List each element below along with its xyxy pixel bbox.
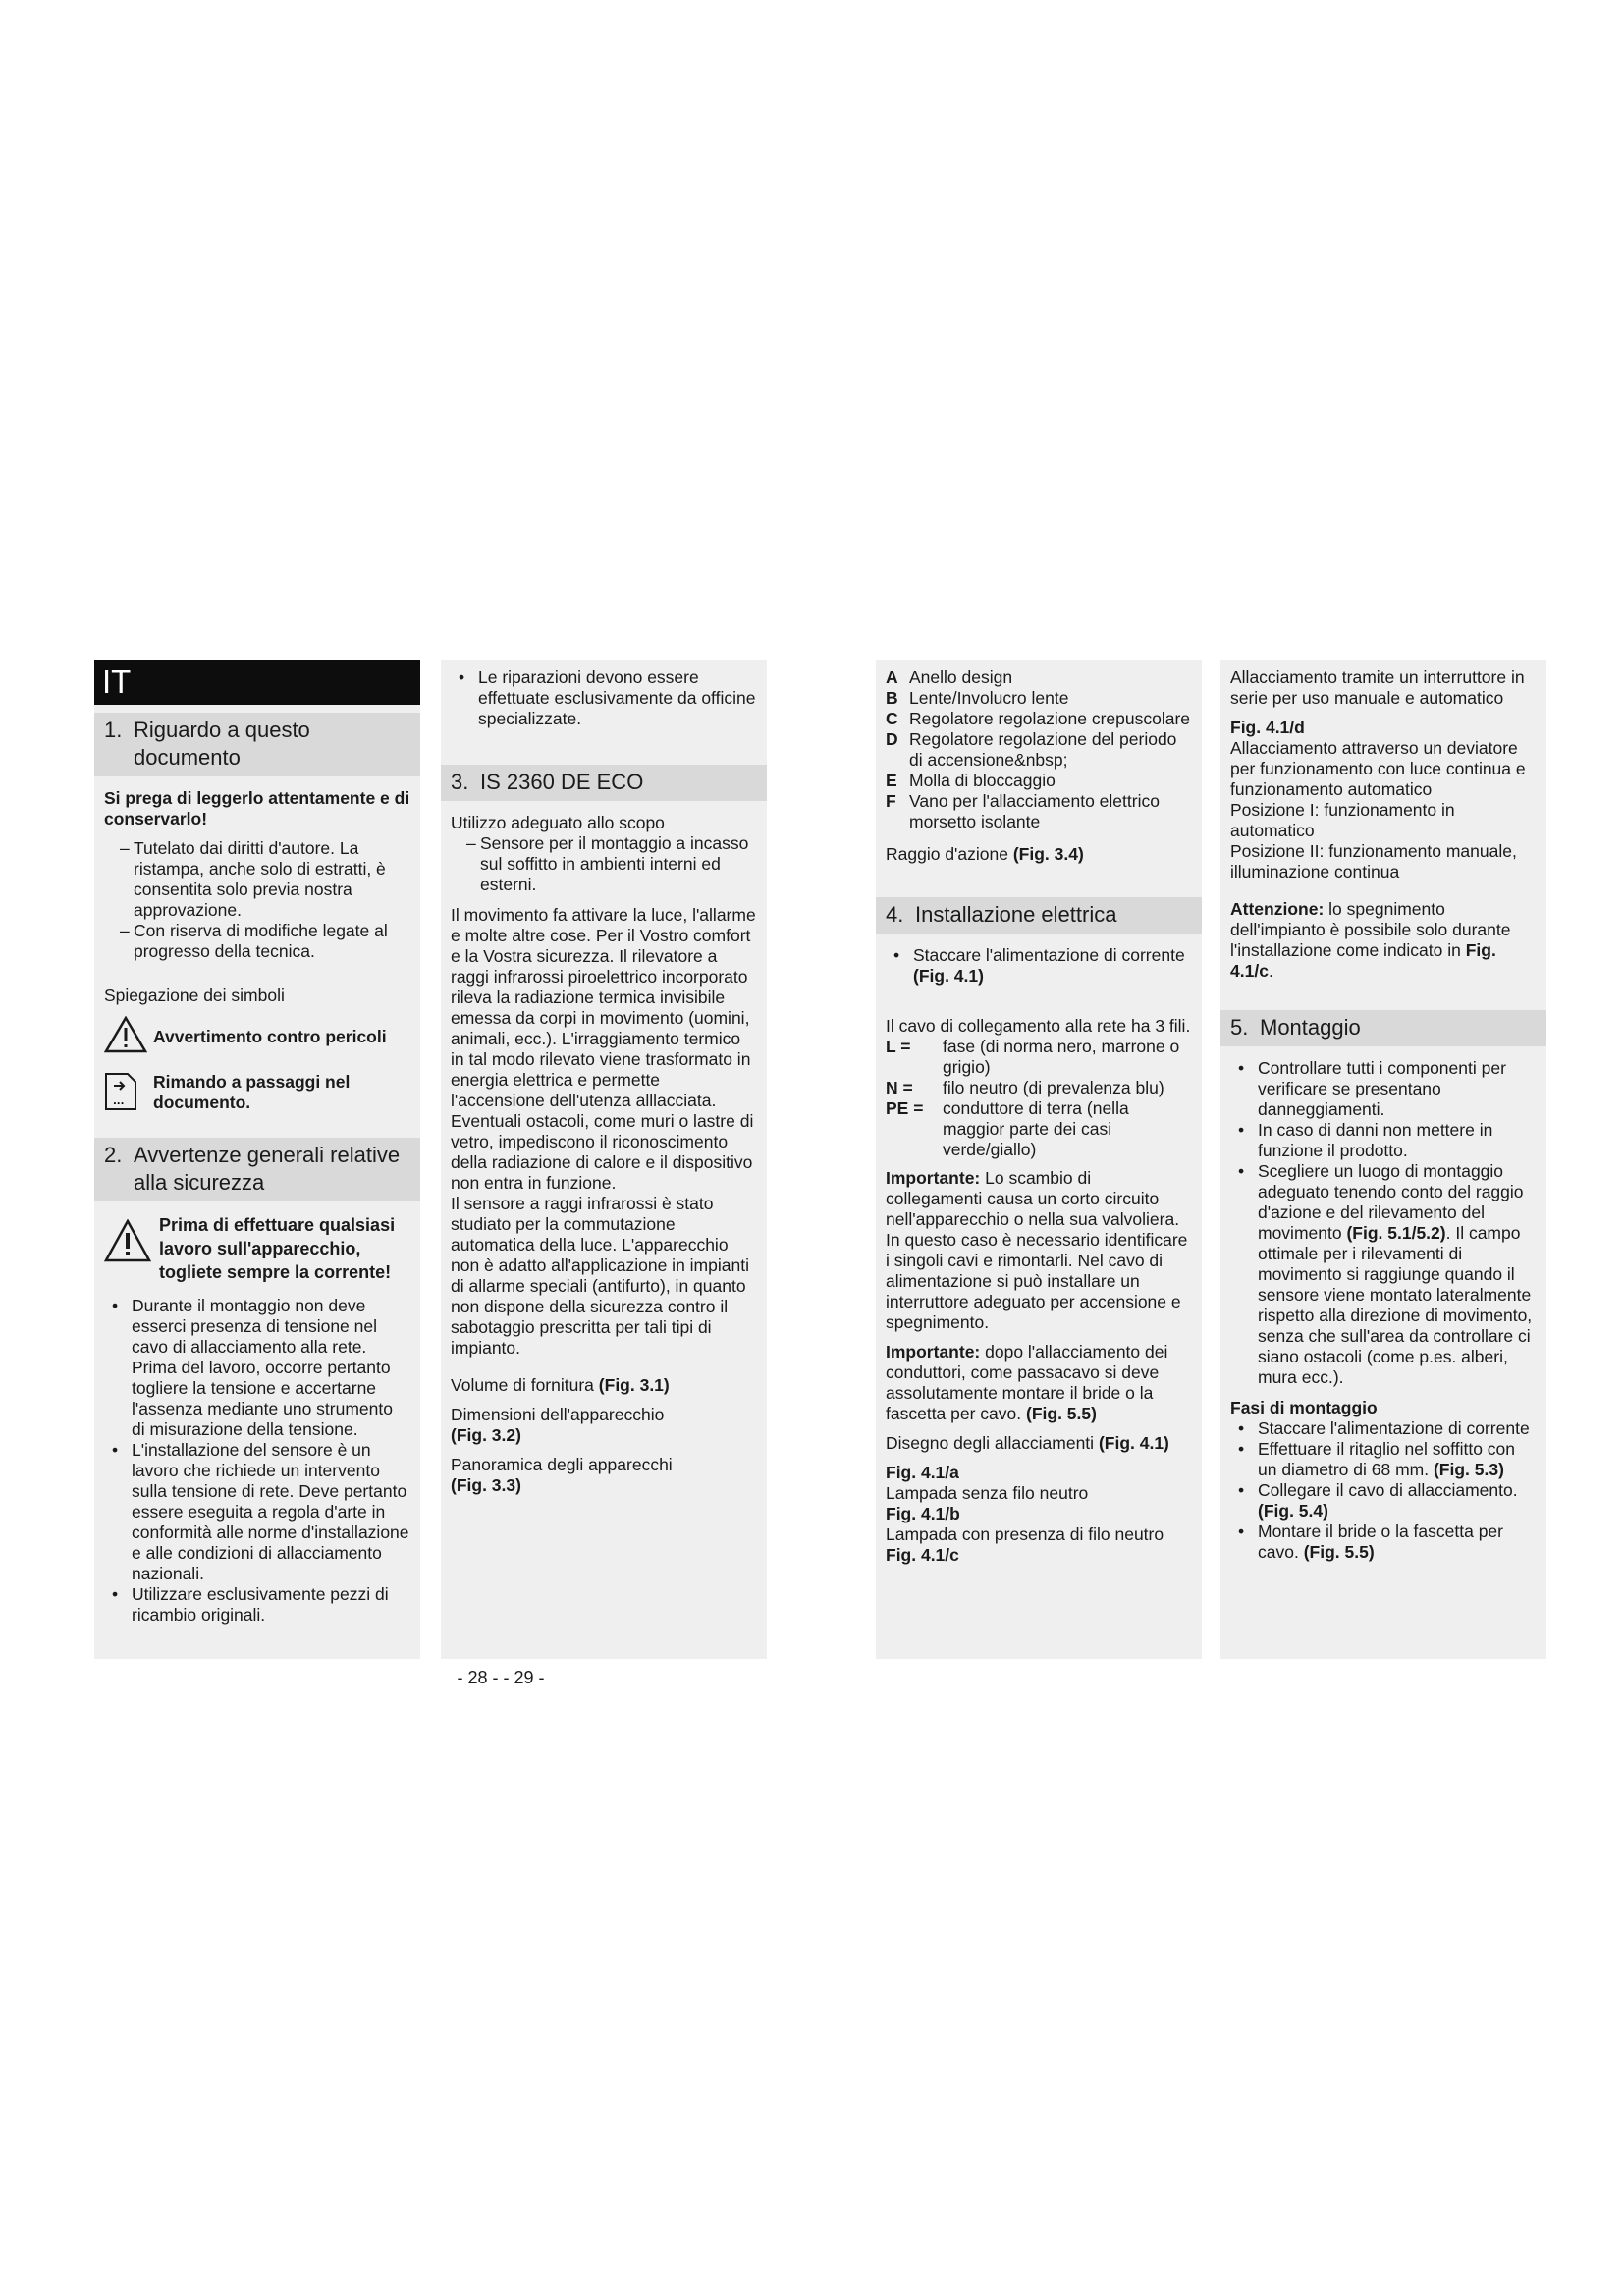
repair-bullet	[451, 667, 757, 729]
symbol-warning-row: Avvertimento contro pericoli	[104, 1016, 410, 1058]
intended-use-heading: Utilizzo adeguato allo scopo	[451, 813, 665, 832]
list-item: • L'installazione del sensore è un lavoro che richiede un intervento sulla tensione di rete. Deve pertanto essere eseguita a regola d'arte in conformità alle norme d'installazione e alle condizioni di allacciamento nazionali.	[104, 1440, 410, 1584]
warning-triangle-icon	[104, 1016, 153, 1058]
description-paragraph-2: Il sensore a raggi infrarossi è stato studiato per la commutazione automatica della luce. L'apparecchio non è adatto all'applicazione in impianti di allarme speciali (antifurto), in quanto non dispone della sicurezza contro il sabotaggio prescritta per tali tipi di impianto.	[451, 1194, 749, 1358]
fig-4-1-d-text: Allacciamento attraverso un deviatore per funzionamento con luce continua e funzionamento automatico	[1230, 738, 1526, 799]
parts-legend	[886, 667, 1192, 832]
attention-note: Attenzione: lo spegnimento dell'impianto è possibile solo durante l'installazione come indicato in Fig. 4.1/c.	[1230, 899, 1511, 981]
fig-4-1-a-label: Fig. 4.1/a	[886, 1463, 959, 1482]
list-item: • In caso di danni non mettere in funzione il prodotto.	[1230, 1120, 1537, 1161]
column-3	[876, 660, 1202, 1659]
language-tab: IT	[94, 660, 420, 705]
warning-exclamation-icon	[104, 1213, 159, 1284]
fig-4-1-c-text: Allacciamento tramite un interruttore in serie per uso manuale e automatico	[1230, 667, 1525, 708]
power-off-bullet	[886, 945, 1192, 987]
legend-row: F Vano per l'allacciamento elettrico morsetto isolante	[886, 791, 1160, 831]
list-item: • Durante il montaggio non deve esserci presenza di tensione nel cavo di allacciamento alla rete. Prima del lavoro, occorre pertanto togliere la tensione e accertarne l'assenza mediante uno strumento di misurazione della tensione.	[104, 1296, 410, 1440]
list-item: • Staccare l'alimentazione di corrente	[1230, 1418, 1537, 1439]
list-item: • Staccare l'alimentazione di corrente (Fig. 4.1)	[886, 945, 1192, 987]
wire-row: PE = conduttore di terra (nella maggior parte dei casi verde/giallo)	[886, 1098, 1129, 1159]
list-item: – Sensore per il montaggio a incasso sul soffitto in ambienti interni ed esterni.	[451, 833, 757, 895]
list-item: • Utilizzare esclusivamente pezzi di ricambio originali.	[104, 1584, 410, 1626]
dimensions-ref: Dimensioni dell'apparecchio (Fig. 3.2)	[451, 1405, 665, 1445]
fig-4-1-a-text: Lampada senza filo neutro	[886, 1483, 1089, 1503]
legend-row: E Molla di bloccaggio	[886, 771, 1056, 790]
wiring-diagram-ref: Disegno degli allacciamenti (Fig. 4.1)	[886, 1433, 1169, 1453]
column-4	[1220, 660, 1546, 1659]
list-item: • Effettuare il ritaglio nel soffitto con un diametro di 68 mm. (Fig. 5.3)	[1230, 1439, 1537, 1480]
safety-bullet-list	[104, 1296, 410, 1626]
intended-use-list	[451, 833, 757, 895]
mounting-steps-heading: Fasi di montaggio	[1230, 1398, 1378, 1417]
section-1-heading: 1. Riguardo a questo documento	[94, 713, 420, 776]
position-2: Posizione II: funzionamento manuale, illuminazione continua	[1230, 841, 1517, 881]
section-2-heading: 2. Avvertenze generali relative alla sicurezza	[94, 1138, 420, 1201]
position-1: Posizione I: funzionamento in automatico	[1230, 800, 1455, 840]
column-2	[441, 660, 767, 1659]
fig-4-1-c-label: Fig. 4.1/c	[886, 1545, 959, 1565]
list-item: • Montare il bride o la fascetta per cavo. (Fig. 5.5)	[1230, 1522, 1537, 1563]
symbols-heading: Spiegazione dei simboli	[104, 986, 285, 1005]
column-1	[94, 660, 420, 1659]
list-item: • Collegare il cavo di allacciamento. (Fig. 5.4)	[1230, 1480, 1537, 1522]
list-item: – Tutelato dai diritti d'autore. La ristampa, anche solo di estratti, è consentita solo previa nostra approvazione.	[104, 838, 410, 921]
fig-4-1-b-text: Lampada con presenza di filo neutro	[886, 1524, 1164, 1544]
legend-row: C Regolatore regolazione crepuscolare	[886, 709, 1191, 728]
cable-intro: Il cavo di collegamento alla rete ha 3 fili.	[886, 1016, 1191, 1036]
list-item: • Le riparazioni devono essere effettuate esclusivamente da officine specializzate.	[451, 667, 757, 729]
copyright-list	[104, 838, 410, 962]
range-ref: Raggio d'azione (Fig. 3.4)	[886, 844, 1084, 864]
important-note-2: Importante: dopo l'allacciamento dei conduttori, come passacavo si deve assolutamente montare il bride o la fascetta per cavo. (Fig. 5.5)	[886, 1342, 1168, 1423]
fig-4-1-b-label: Fig. 4.1/b	[886, 1504, 960, 1523]
mounting-steps-list	[1230, 1418, 1537, 1563]
list-item: – Con riserva di modifiche legate al progresso della tecnica.	[104, 921, 410, 962]
symbol-reference-row: ... Rimando a passaggi nel documento.	[104, 1072, 410, 1116]
wire-row: N = filo neutro (di prevalenza blu)	[886, 1078, 1164, 1097]
legend-row: D Regolatore regolazione del periodo di accensione&nbsp;	[886, 729, 1177, 770]
list-item: • Controllare tutti i componenti per verificare se presentano danneggiamenti.	[1230, 1058, 1537, 1120]
wire-row: L = fase (di norma nero, marrone o grigio)	[886, 1037, 1180, 1077]
description-paragraph-1: Il movimento fa attivare la luce, l'allarme e molte altre cose. Per il Vostro comfort e la Vostra sicurezza. Il rilevatore a raggi infrarossi piroelettrico incorporato rileva la radiazione termica invisibile emessa da corpi in movimento (uomini, animali, ecc.). L'irraggiamento termico in tal modo rilevato viene trasformato in energia elettrica e permette l'accensione dell'utenza alllacciata. Eventuali ostacoli, come muri o lastre di vetro, impediscono il riconoscimento della radiazione di calore e il dispositivo non entra in funzione.	[451, 905, 756, 1193]
mounting-checks-list	[1230, 1058, 1537, 1388]
overview-ref: Panoramica degli apparecchi (Fig. 3.3)	[451, 1455, 673, 1495]
page-numbers: - 28 - - 29 -	[457, 1668, 545, 1687]
legend-row: A Anello design	[886, 667, 1013, 687]
read-carefully-note: Si prega di leggerlo attentamente e di conservarlo!	[104, 788, 410, 828]
safety-warning: Prima di effettuare qualsiasi lavoro sull'apparecchio, togliete sempre la corrente!	[104, 1213, 410, 1284]
document-reference-icon	[104, 1072, 153, 1116]
section-4-heading: 4. Installazione elettrica	[876, 897, 1202, 934]
svg-text:...: ...	[113, 1096, 125, 1107]
fig-4-1-d-label: Fig. 4.1/d	[1230, 718, 1305, 737]
section-3-heading: 3. IS 2360 DE ECO	[441, 765, 767, 801]
important-note-1: Importante: Lo scambio di collegamenti causa un corto circuito nell'apparecchio o nella sua valvoliera. In questo caso è necessario identificare i singoli cavi e rimontarli. Nel cavo di alimentazione si può installare un interruttore adeguato per accensione e spegnimento.	[886, 1168, 1188, 1332]
wire-legend	[886, 1037, 1192, 1160]
list-item: • Scegliere un luogo di montaggio adeguato tenendo conto del raggio d'azione e del rilevamento del movimento (Fig. 5.1/5.2). Il campo ottimale per i rilevamenti di movimento si raggiunge quando il sensore viene montato lateralmente rispetto alla direzione di movimento, senza che sull'area da controllare ci siano ostacoli (come p.es. alberi, mura ecc.).	[1230, 1161, 1537, 1388]
section-5-heading: 5. Montaggio	[1220, 1010, 1546, 1046]
delivery-scope: Volume di fornitura (Fig. 3.1)	[451, 1375, 670, 1395]
legend-row: B Lente/Involucro lente	[886, 688, 1069, 708]
